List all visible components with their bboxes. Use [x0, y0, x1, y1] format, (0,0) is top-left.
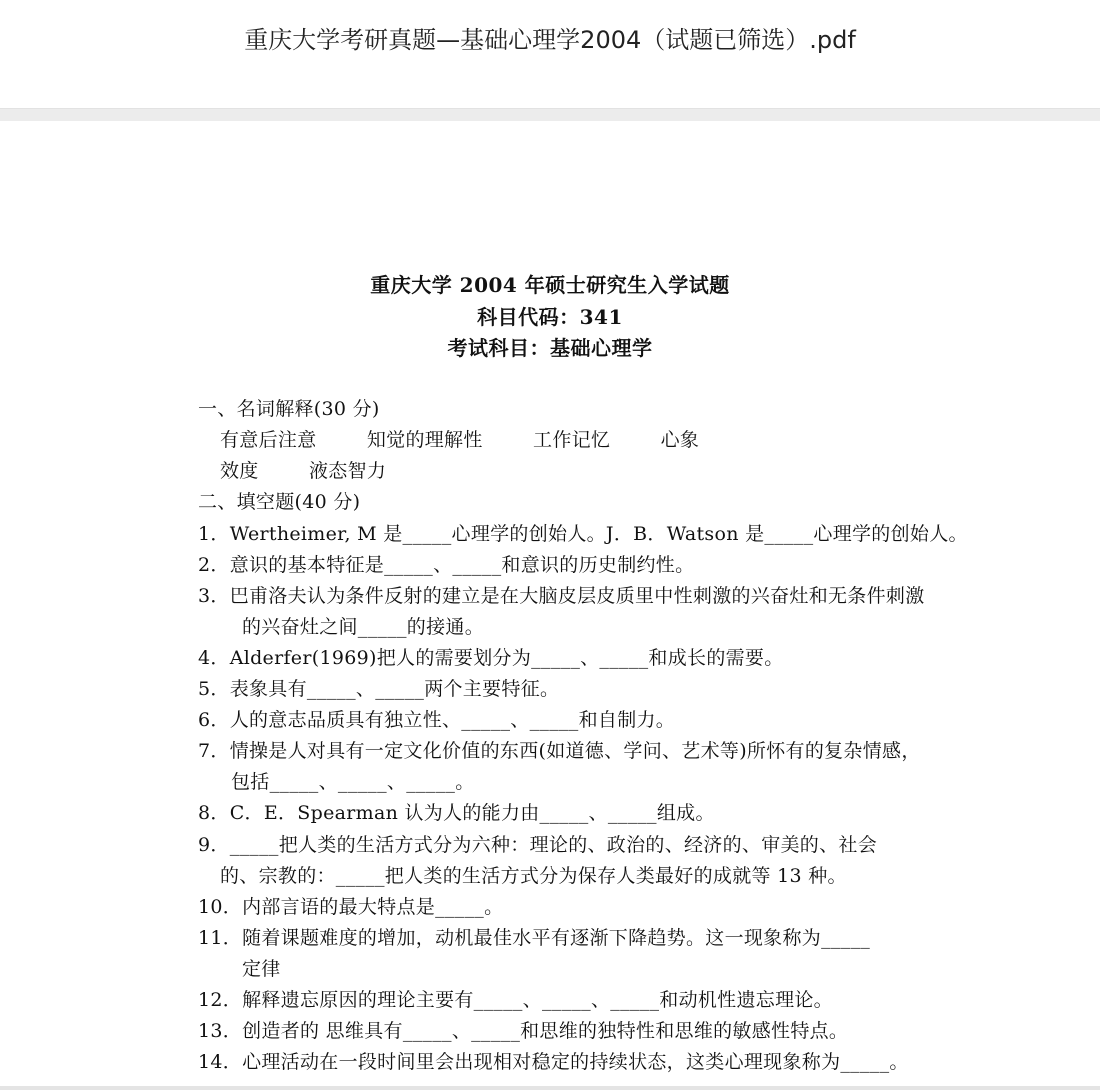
page-separator	[0, 108, 1100, 122]
document-page[interactable]	[0, 121, 1100, 1090]
term: 效度	[220, 460, 259, 482]
viewer-bottom-edge	[0, 1086, 1100, 1090]
section-heading: 一、名词解释(30 分)	[198, 398, 380, 420]
question-line: 包括_____、_____、_____。	[231, 771, 475, 793]
term: 知觉的理解性	[366, 429, 483, 451]
question-line: 8．C．E．Spearman 认为人的能力由_____、_____组成。	[198, 802, 715, 824]
term-row	[220, 456, 386, 483]
question-line: 6．人的意志品质具有独立性、_____、_____和自制力。	[198, 709, 676, 731]
question-line: 11．随着课题难度的增加，动机最佳水平有逐渐下降趋势。这一现象称为_____	[198, 927, 871, 949]
question-line: 定律	[242, 958, 281, 980]
question-line: 1．Wertheimer, M 是_____心理学的创始人。J．B．Watson 是_____心理学的创始人。	[198, 523, 968, 545]
question-line: 3．巴甫洛夫认为条件反射的建立是在大脑皮层皮质里中性刺激的兴奋灶和无条件刺激	[198, 585, 925, 607]
question-line: 5．表象具有_____、_____两个主要特征。	[198, 678, 560, 700]
exam-title: 重庆大学 2004 年硕士研究生入学试题	[370, 273, 730, 297]
question-line: 9．_____把人类的生活方式分为六种：理论的、政治的、经济的、审美的、社会	[198, 834, 877, 856]
term: 有意后注意	[220, 429, 317, 451]
exam-subject-code: 科目代码：341	[477, 305, 623, 329]
term: 液态智力	[308, 460, 387, 482]
question-line: 的、宗教的：_____把人类的生活方式分为保存人类最好的成就等 13 种。	[220, 865, 847, 887]
question-line: 10．内部言语的最大特点是_____。	[198, 896, 504, 918]
question-line: 2．意识的基本特征是_____、_____和意识的历史制约性。	[198, 554, 695, 576]
question-line: 4．Alderfer(1969)把人的需要划分为_____、_____和成长的需要。	[198, 647, 784, 669]
question-line: 13．创造者的 思维具有_____、_____和思维的独特性和思维的敏感性特点。	[198, 1020, 849, 1042]
question-line: 7．情操是人对具有一定文化价值的东西(如道德、学问、艺术等)所怀有的复杂情感，	[198, 740, 921, 762]
viewer-header	[0, 0, 1100, 110]
exam-subject: 考试科目：基础心理学	[447, 336, 653, 360]
document-file-title: 重庆大学考研真题—基础心理学2004（试题已筛选）.pdf	[244, 26, 856, 54]
term-row	[220, 425, 699, 452]
section-heading: 二、填空题(40 分)	[198, 491, 361, 513]
term: 心象	[660, 429, 700, 451]
question-line: 12．解释遗忘原因的理论主要有_____、_____、_____和动机性遗忘理论。	[198, 989, 833, 1011]
question-line: 的兴奋灶之间_____的接通。	[242, 616, 485, 638]
term: 工作记忆	[533, 429, 611, 451]
question-line: 14．心理活动在一段时间里会出现相对稳定的持续状态，这类心理现象称为_____。	[198, 1051, 909, 1073]
